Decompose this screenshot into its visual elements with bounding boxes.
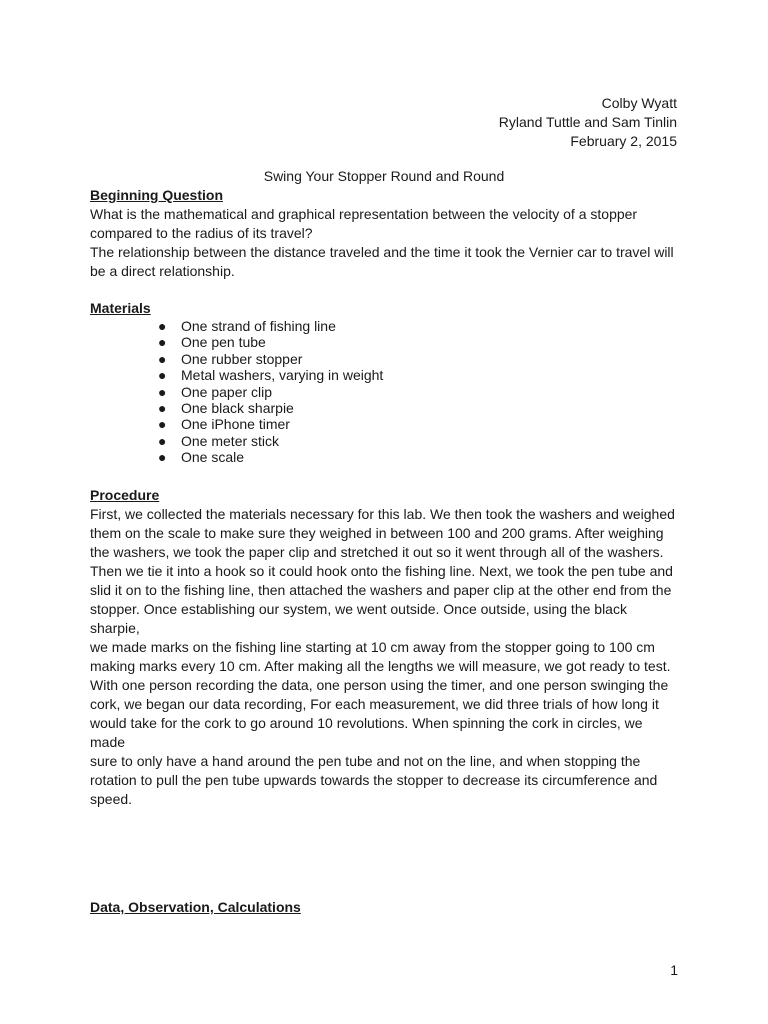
procedure-line: First, we collected the materials necessary for this lab. We then took the washers and weighed bbox=[90, 506, 675, 522]
bullet-icon: ● bbox=[158, 334, 167, 351]
author-name: Colby Wyatt bbox=[601, 95, 677, 111]
material-label: One meter stick bbox=[181, 432, 280, 449]
question-line: What is the mathematical and graphical representation between the velocity of a stopper bbox=[90, 206, 638, 222]
material-label: One pen tube bbox=[181, 334, 266, 351]
list-item bbox=[90, 351, 680, 367]
bullet-icon: ● bbox=[158, 367, 167, 384]
list-item bbox=[90, 400, 680, 416]
document-date: February 2, 2015 bbox=[570, 133, 677, 149]
bullet-icon: ● bbox=[158, 449, 167, 466]
hypothesis-line: be a direct relationship. bbox=[90, 263, 235, 279]
list-item bbox=[90, 334, 680, 350]
bullet-icon: ● bbox=[158, 400, 167, 417]
procedure-line: slid it on to the fishing line, then attached the washers and paper clip at the other end from the bbox=[90, 582, 672, 598]
bullet-icon: ● bbox=[158, 432, 167, 449]
beginning-question-section bbox=[90, 186, 680, 281]
material-label: One scale bbox=[181, 449, 245, 466]
material-label: Metal washers, varying in weight bbox=[181, 367, 384, 384]
procedure-line: we made marks on the fishing line starting at 10 cm away from the stopper going to 100 cm bbox=[90, 639, 655, 655]
data-observation-heading: Data, Observation, Calculations bbox=[90, 899, 301, 915]
procedure-heading: Procedure bbox=[90, 487, 160, 503]
procedure-line: sure to only have a hand around the pen tube and not on the line, and when stopping the bbox=[90, 753, 641, 769]
procedure-line: Then we tie it into a hook so it could hook onto the fishing line. Next, we took the pen tube and bbox=[90, 563, 673, 579]
document-header bbox=[499, 94, 677, 151]
procedure-line: stopper. Once establishing our system, we went outside. Once outside, using the black sharpie, bbox=[90, 601, 627, 636]
material-label: One iPhone timer bbox=[181, 416, 290, 433]
list-item bbox=[90, 367, 680, 383]
procedure-line: them on the scale to make sure they weighed in between 100 and 200 grams. After weighing bbox=[90, 525, 664, 541]
materials-list bbox=[90, 318, 680, 466]
hypothesis-line: The relationship between the distance traveled and the time it took the Vernier car to travel will bbox=[90, 244, 674, 260]
list-item bbox=[90, 384, 680, 400]
beginning-question-heading: Beginning Question bbox=[90, 187, 223, 203]
material-label: One black sharpie bbox=[181, 400, 294, 417]
procedure-line: making marks every 10 cm. After making all the lengths we will measure, we got ready to test. bbox=[90, 658, 671, 674]
bullet-icon: ● bbox=[158, 350, 167, 367]
document-title: Swing Your Stopper Round and Round bbox=[263, 168, 505, 184]
materials-heading: Materials bbox=[90, 300, 151, 316]
procedure-section bbox=[90, 486, 680, 809]
procedure-line: cork, we began our data recording, For each measurement, we did three trials of how long it bbox=[90, 696, 659, 712]
bullet-icon: ● bbox=[158, 416, 167, 433]
procedure-line: would take for the cork to go around 10 revolutions. When spinning the cork in circles, we made bbox=[90, 715, 643, 750]
materials-section bbox=[90, 299, 680, 466]
question-line: compared to the radius of its travel? bbox=[90, 225, 313, 241]
procedure-line: rotation to pull the pen tube upwards towards the stopper to decrease its circumference and bbox=[90, 772, 658, 788]
list-item bbox=[90, 416, 680, 432]
lab-partners: Ryland Tuttle and Sam Tinlin bbox=[498, 114, 677, 130]
material-label: One strand of fishing line bbox=[181, 318, 336, 334]
procedure-line: the washers, we took the paper clip and stretched it out so it went through all of the washers. bbox=[90, 544, 664, 560]
material-label: One rubber stopper bbox=[181, 350, 303, 367]
procedure-line: speed. bbox=[90, 791, 133, 807]
list-item bbox=[90, 449, 680, 465]
procedure-line: With one person recording the data, one person using the timer, and one person swinging the bbox=[90, 677, 669, 693]
list-item bbox=[90, 318, 680, 334]
list-item bbox=[90, 433, 680, 449]
bullet-icon: ● bbox=[158, 318, 167, 334]
page-number: 1 bbox=[670, 962, 678, 978]
material-label: One paper clip bbox=[181, 383, 273, 400]
bullet-icon: ● bbox=[158, 383, 167, 400]
